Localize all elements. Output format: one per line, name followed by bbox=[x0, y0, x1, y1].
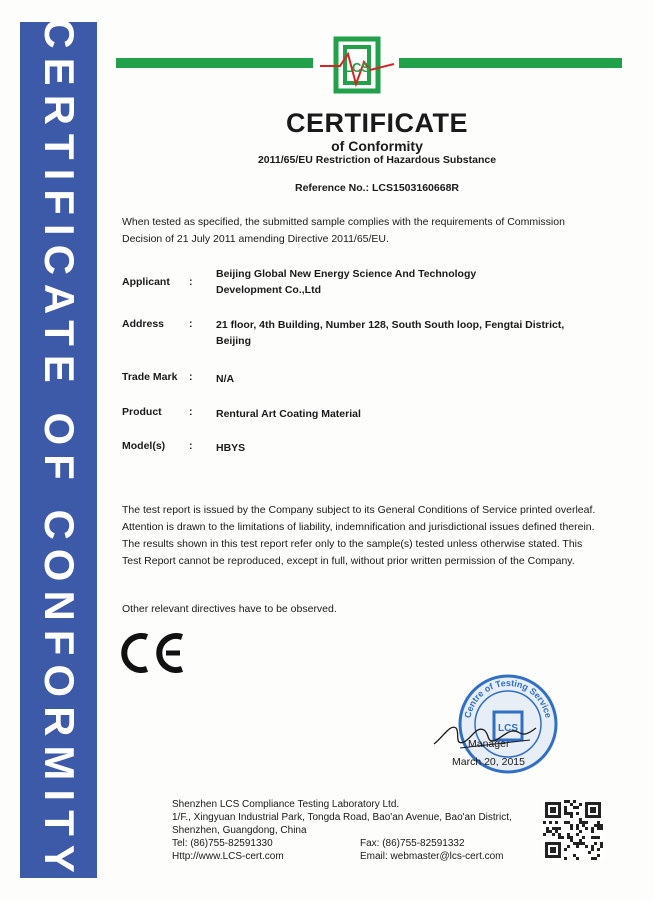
intro-paragraph: When tested as specified, the submitted sample complies with the requirements of Commission Decision of 21 July 2011 amending Directive 2011/65/EU. bbox=[122, 216, 565, 245]
header-bar-right bbox=[399, 58, 622, 68]
qr-code-icon bbox=[543, 800, 603, 860]
address-label: Address bbox=[122, 318, 165, 330]
trade-mark-label: Trade Mark bbox=[122, 371, 178, 383]
models-value: HBYS bbox=[216, 442, 246, 454]
notice-paragraph: The test report is issued by the Company subject to its General Conditions of Service printed overleaf. Attention is drawn to the limitations of liability, indemnification and jurisdictional issues defined therein. The results shown in this test report refer only to the sample(s) tested unless otherwise stated. This Test Report cannot be reproduced, except in full, without prior written permission of the Company. bbox=[122, 504, 596, 567]
address-line-2: Beijing bbox=[216, 335, 252, 347]
footer-email: Email: webmaster@lcs-cert.com bbox=[360, 851, 504, 862]
lcs-logo-icon bbox=[318, 36, 396, 94]
footer-fax: Fax: (86)755-82591332 bbox=[360, 838, 465, 849]
footer-address-1: 1/F., Xingyuan Industrial Park, Tongda Road, Bao'an Avenue, Bao'an District, bbox=[172, 812, 512, 823]
product-value: Rentural Art Coating Material bbox=[216, 408, 361, 420]
ce-mark-text: CE bbox=[153, 674, 155, 675]
certificate-subtitle: of Conformity bbox=[331, 138, 423, 154]
product-colon: : bbox=[189, 406, 193, 418]
certificate-title: CERTIFICATE bbox=[286, 108, 468, 138]
trade-mark-colon: : bbox=[189, 371, 193, 383]
header-bar-left bbox=[116, 58, 313, 68]
seal-ring-text: Centre of Testing Service bbox=[462, 677, 554, 719]
manager-title: Manager bbox=[468, 738, 510, 750]
other-directives-text: Other relevant directives have to be observed. bbox=[122, 603, 337, 615]
applicant-label: Applicant bbox=[122, 276, 170, 288]
seal-letters: LCS bbox=[498, 723, 518, 734]
ce-mark-icon bbox=[120, 630, 186, 676]
address-line-1: 21 floor, 4th Building, Number 128, South South loop, Fengtai District, bbox=[216, 319, 565, 331]
issue-date: March 20, 2015 bbox=[452, 756, 525, 768]
sidebar-banner bbox=[20, 18, 97, 882]
applicant-colon: : bbox=[189, 276, 193, 288]
models-label: Model(s) bbox=[122, 440, 166, 452]
logo-letters: LCS bbox=[344, 60, 370, 75]
directive-line: 2011/65/EU Restriction of Hazardous Substance bbox=[257, 154, 497, 166]
sidebar-text: CERTIFICATE OF CONFORMITY bbox=[35, 18, 83, 882]
applicant-line-2: Development Co.,Ltd bbox=[216, 284, 322, 296]
footer-company: Shenzhen LCS Compliance Testing Laboratory Ltd. bbox=[172, 799, 400, 810]
footer-website: Http://www.LCS-cert.com bbox=[172, 851, 284, 862]
address-colon: : bbox=[189, 318, 193, 330]
reference-number: Reference No.: LCS1503160668R bbox=[294, 182, 459, 194]
footer-tel: Tel: (86)755-82591330 bbox=[172, 838, 273, 849]
trade-mark-value: N/A bbox=[216, 373, 235, 385]
product-label: Product bbox=[122, 406, 162, 418]
applicant-value bbox=[216, 266, 596, 298]
address-value bbox=[216, 317, 596, 349]
footer-address-2: Shenzhen, Guangdong, China bbox=[172, 825, 307, 836]
models-colon: : bbox=[189, 440, 193, 452]
applicant-line-1: Beijing Global New Energy Science And Technology bbox=[216, 268, 477, 280]
